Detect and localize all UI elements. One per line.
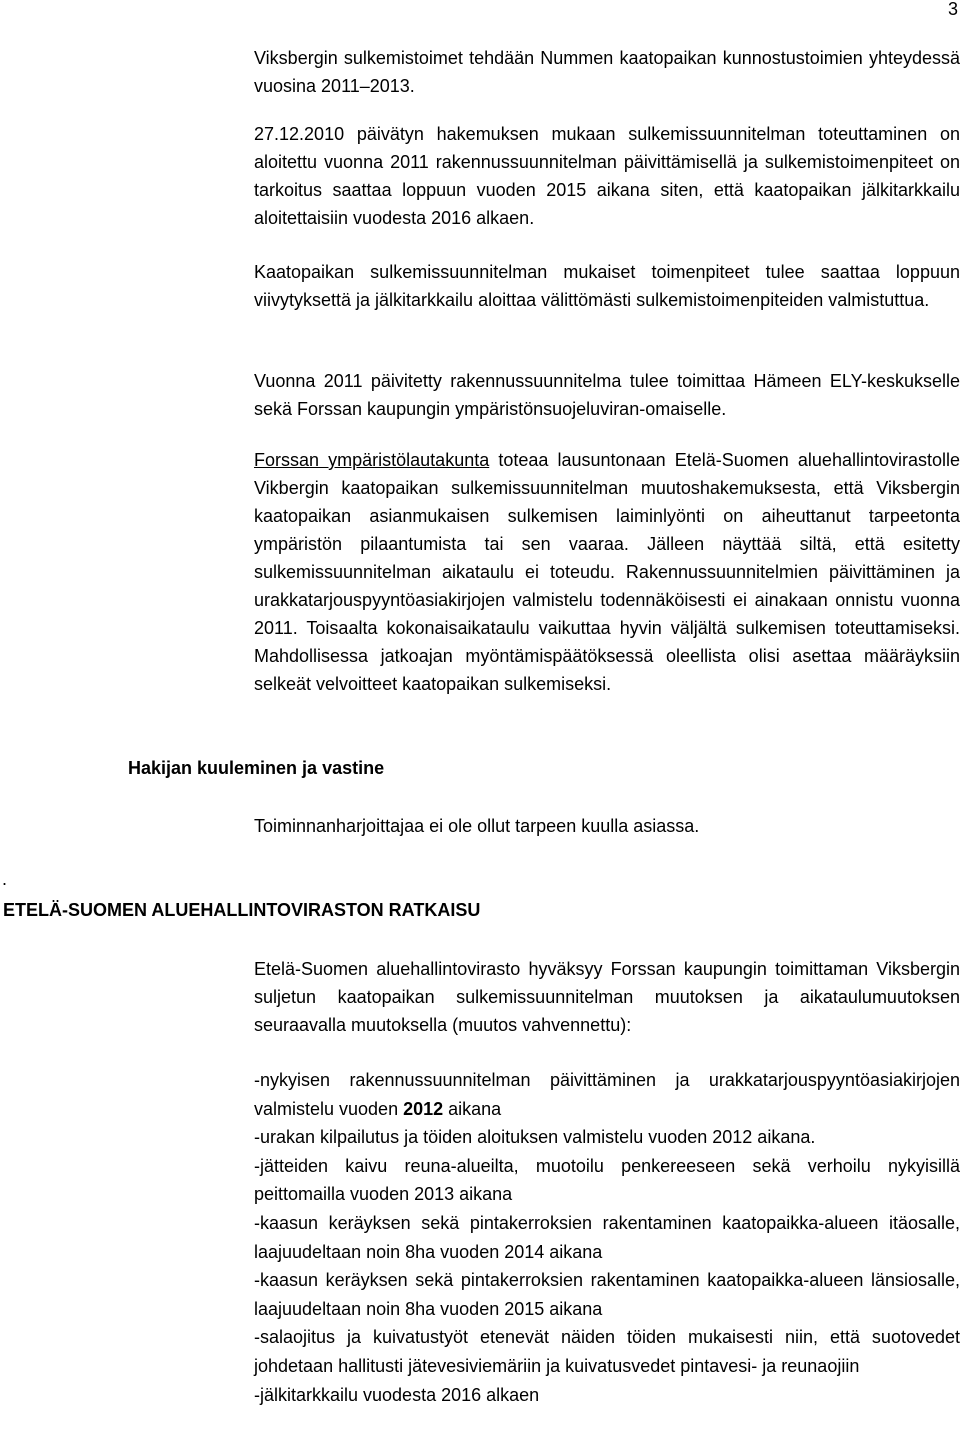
paragraph-decision-approval: Etelä-Suomen aluehallintovirasto hyväksyy Forssan kaupungin toimittaman Viksbergin suljetun kaatopaikan sulkemissuunnitelman muutoksen ja aikataulumuutoksen seuraavalla muutoksella (muutos vahvennettu): [254,959,960,1035]
list-item: -jätteiden kaivu reuna-alueilta, muotoilu penkereeseen sekä verhoilu nykyisillä peittomailla vuoden 2013 aikana [254,1155,960,1205]
list-item: -salaojitus ja kuivatustyöt etenevät näiden töiden mukaisesti niin, että suotovedet johdetaan hallitusti jätevesiviemäriin ja kuivatusvedet pintavesi- ja reunaojiin [254,1327,960,1376]
emphasized-year: 2012 [403,1098,444,1119]
list-item: -urakan kilpailutus ja töiden aloituksen valmistelu vuoden 2012 aikana. [254,1127,816,1148]
paragraph-environment-board-statement [254,446,960,698]
list-item: -kaasun keräyksen sekä pintakerroksien rakentaminen kaatopaikka-alueen länsiosalle, laajuudeltaan noin 8ha vuoden 2015 aikana [254,1270,960,1319]
environment-board-name: Forssan ympäristölautakunta [254,450,490,470]
heading-applicant-hearing: Hakijan kuuleminen ja vastine [128,758,385,778]
schedule-list [254,1066,960,1409]
paragraph-closure-measures: Kaatopaikan sulkemissuunnitelman mukaiset toimenpiteet tulee saattaa loppuun viivytyksettä ja jälkitarkkailu aloittaa välittömästi sulkemistoimenpiteiden valmistuttua. [254,262,960,310]
paragraph-closure-timing: Viksbergin sulkemistoimet tehdään Nummen kaatopaikan kunnostustoimien yhteydessä vuosina 2011–2013. [254,48,960,96]
paragraph-application-date: 27.12.2010 päivätyn hakemuksen mukaan sulkemissuunnitelman toteuttaminen on aloitettu vuonna 2011 rakennussuunnitelman päivittämisellä ja sulkemistoimenpiteet on tarkoitus saattaa loppuun vuoden 2015 aikana siten, että kaatopaikan jälkitarkkailu aloitettaisiin vuodesta 2016 alkaen. [254,124,960,228]
heading-decision: ETELÄ-SUOMEN ALUEHALLINTOVIRASTON RATKAISU [3,900,481,920]
list-item: -jälkitarkkailu vuodesta 2016 alkaen [254,1384,540,1405]
page-number: 3 [947,0,958,19]
stray-dot: . [2,869,8,889]
paragraph-construction-plan: Vuonna 2011 päivitetty rakennussuunnitelma tulee toimittaa Hämeen ELY-keskukselle sekä Forssan kaupungin ympäristönsuojeluviran-omaiselle. [254,371,960,419]
environment-board-statement-text: toteaa lausuntonaan Etelä-Suomen aluehallintovirastolle Vikbergin kaatopaikan sulkemissuunnitelman muutoshakemuksesta, että Viksbergin kaatopaikan asianmukaisen sulkemisen laiminlyönti on aiheuttanut tarpeetonta ympäristön pilaantumista tai sen vaaraa. Jälleen näyttää siltä, että esitetty sulkemissuunnitelman aikataulu ei toteudu. Rakennussuunnitelmien päivittäminen ja urakkatarjouspyyntöasiakirjojen valmistelu todennäköisesti ei ainakaan onnistu vuonna 2011. Toisaalta kokonaisaikataulu vaikuttaa hyvin väljältä sulkemisen toteuttamiseksi. Mahdollisessa jatkoajan myöntämispäätöksessä oleellista olisi asettaa määräyksiin selkeät velvoitteet kaatopaikan sulkemiseksi. [254,450,960,694]
list-item: -nykyisen rakennussuunnitelman päivittäminen ja urakkatarjouspyyntöasiakirjojen valmistelu vuoden 2012 aikana [254,1070,960,1119]
list-item: -kaasun keräyksen sekä pintakerroksien rakentaminen kaatopaikka-alueen itäosalle, laajuudeltaan noin 8ha vuoden 2014 aikana [254,1212,960,1262]
paragraph-operator-hearing: Toiminnanharjoittajaa ei ole ollut tarpeen kuulla asiassa. [254,816,700,836]
